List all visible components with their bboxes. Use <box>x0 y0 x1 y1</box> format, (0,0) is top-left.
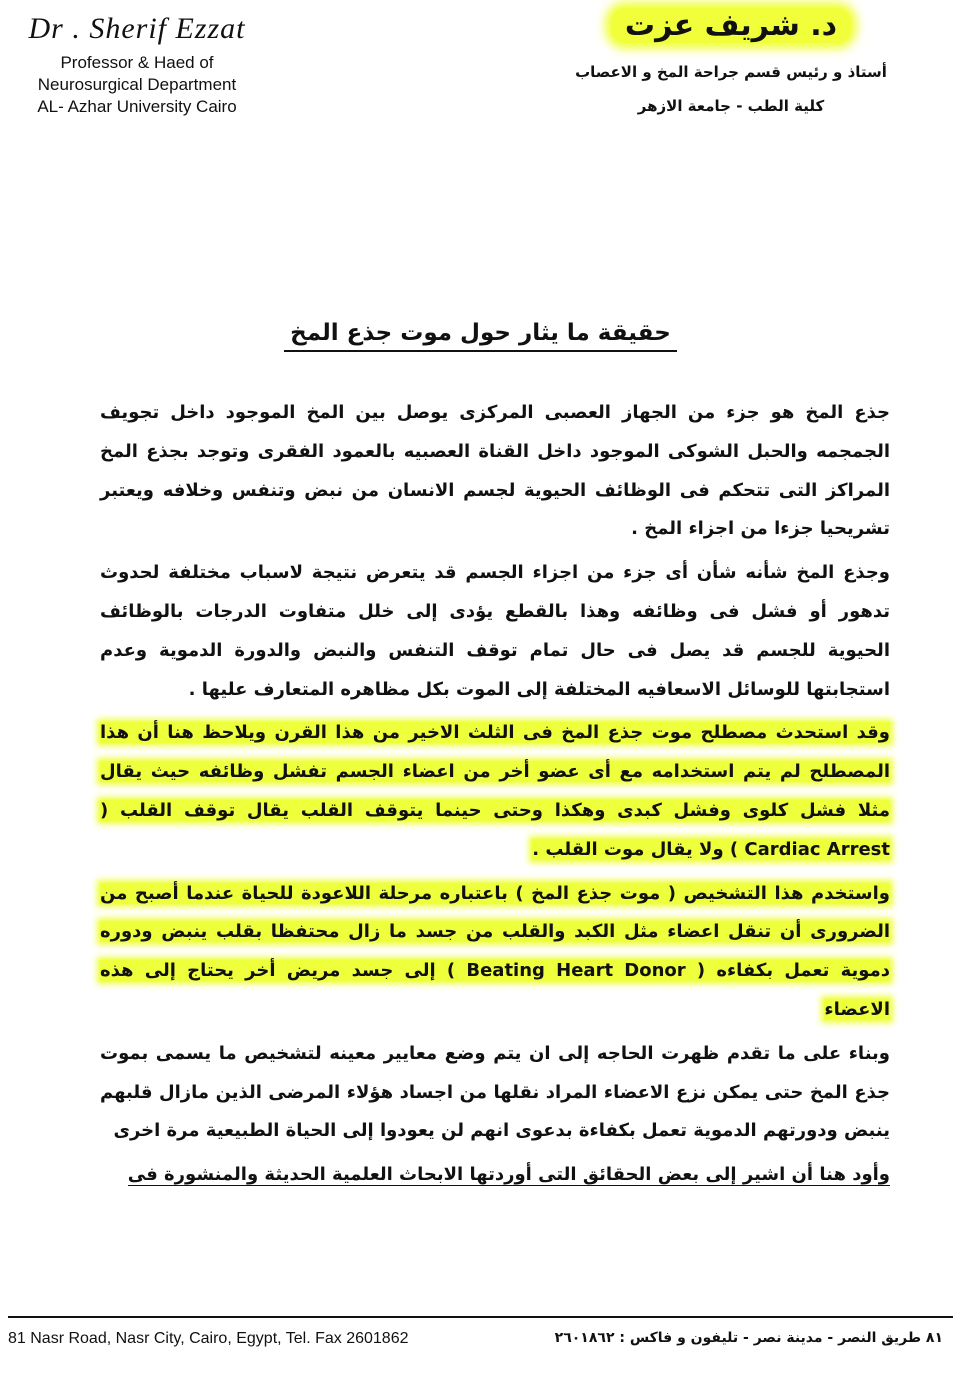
english-letterhead <box>12 12 262 118</box>
english-doctor-name: Dr . Sherif Ezzat <box>28 12 246 45</box>
arabic-doctor-name: د. شريف عزت <box>611 8 851 43</box>
paragraph-6-underlined: وأود هنا أن اشير إلى بعض الحقائق التى أوردتها الابحاث العلمية الحديثة والمنشورة فى <box>127 1164 890 1186</box>
english-title-line-3: AL- Azhar University Cairo <box>37 97 237 116</box>
english-title-line-1: Professor & Haed of <box>60 53 214 72</box>
paragraph-1: جذع المخ هو جزء من الجهاز العصبى المركزى يوصل بين المخ الموجود داخل تجويف الجمجمه والحبل الشوكى الموجود داخل القناة العصبيه بالعمود الفقرى وتوجد بجذع المخ المراكز التى تتحكم فى الوظائف الحيوية لجسم الانسان من نبض وتنفس وخلافه ويعتبر تشريحيا جزءا من اجزاء المخ . <box>100 402 890 540</box>
arabic-letterhead <box>541 8 921 117</box>
document-title <box>0 320 961 346</box>
paragraph-5: وبناء على ما تقدم ظهرت الحاجه إلى ان يتم وضع معايير معينه لتشخيص ما يسمى بموت جذع المخ حتى يمكن نزع الاعضاء المراد نقلها من اجساد هؤلاء المرضى الذين مازال قلبهم ينبض ودورتهم الدموية تعمل بكفاءة بدعوى انهم لن يعودوا إلى الحياة الطبيعية مرة اخرى <box>100 1042 890 1142</box>
document-title-text: حقيقة ما يثار حول موت جذع المخ <box>284 320 677 352</box>
arabic-title-line-1: أستاذ و رئيس قسم جراحة المخ و الاعصاب <box>575 63 887 81</box>
paragraph-4-highlighted: واستخدم هذا التشخيص ( موت جذع المخ ) باعتباره مرحلة اللاعودة للحياة عندما أصبح من الضرورى أن تنقل اعضاء مثل الكبد والقلب من جسد ما زال محتفظا بقلب ينبض ودوره دموية تعمل بكفاءه ( Beating Heart Donor ) إلى جسد مريض أخر يحتاج إلى هذه الاعضاء <box>100 882 890 1020</box>
arabic-title-line-2: كلية الطب - جامعة الازهر <box>637 97 825 115</box>
paragraph-3-highlighted: وقد استحدث مصطلح موت جذع المخ فى الثلث الاخير من هذا القرن ويلاحظ هنا أن هذا المصطلح لم يتم استخدامه مع أى عضو أخر من اعضاء الجسم تفشل وظائفه حيث يقال مثلا فشل كلوى وفشل كبدى وهكذا وحتى حينما يتوقف القلب يقال توقف القلب ( Cardiac Arrest ) ولا يقال موت القلب . <box>100 722 890 860</box>
document-body <box>100 394 890 1200</box>
paragraph-2: وجذع المخ شأنه شأن أى جزء من اجزاء الجسم قد يتعرض نتيجة لاسباب مختلفة لحدوث تدهور أو فشل فى وظائفه وهذا بالقطع يؤدى إلى خلل متفاوت الدرجات بالوظائف الحيوية للجسم قد يصل فى حال تمام توقف التنفس والنبض والدورة الدموية وعدم استجابتها للوسائل الاسعافيه المختلفة إلى الموت بكل مظاهره المتعارف عليها . <box>100 562 890 700</box>
footer-divider <box>8 1316 953 1318</box>
footer-address-arabic: ٨١ طريق النصر - مدينة نصر - تليفون و فاكس : ٢٦٠١٨٦٢ <box>554 1330 943 1346</box>
footer-address-english: 81 Nasr Road, Nasr City, Cairo, Egypt, Tel. Fax 2601862 <box>8 1330 409 1347</box>
english-title-line-2: Neurosurgical Department <box>37 75 237 94</box>
